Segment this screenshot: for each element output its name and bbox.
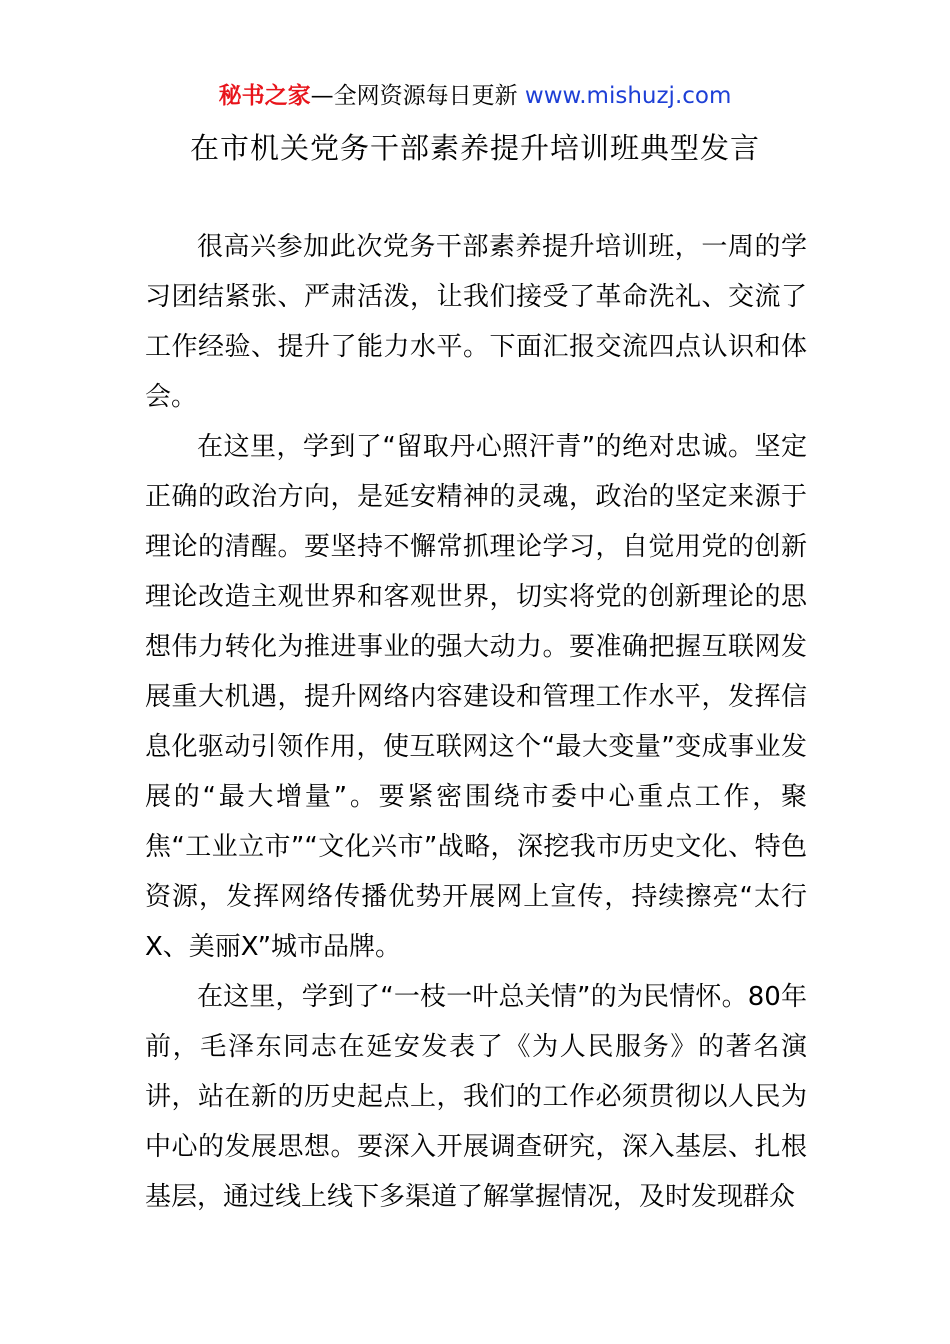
paragraph-intro: 很高兴参加此次党务干部素养提升培训班，一周的学习团结紧张、严肃活泼，让我们接受了革命洗礼、交流了工作经验、提升了能力水平。下面汇报交流四点认识和体会。: [145, 232, 807, 412]
site-header: [0, 80, 950, 112]
site-url-link[interactable]: www.mishuzj.com: [524, 83, 732, 109]
brand-name: 秘书之家: [218, 83, 311, 109]
paragraph-people: 在这里，学到了“一枝一叶总关情”的为民情怀。80年前，毛泽东同志在延安发表了《为人民服务》的著名演讲，站在新的历史起点上，我们的工作必须贯彻以人民为中心的发展思想。要深入开展调查研究，深入基层、扎根基层，通过线上线下多渠道了解掌握情况，及时发现群众: [145, 982, 807, 1212]
document-title: 在市机关党务干部素养提升培训班典型发言: [189, 131, 760, 165]
header-tagline: —全网资源每日更新: [310, 83, 525, 109]
document-body: [145, 222, 807, 1222]
paragraph-loyalty: 在这里，学到了“留取丹心照汗青”的绝对忠诚。坚定正确的政治方向，是延安精神的灵魂，政治的坚定来源于理论的清醒。要坚持不懈常抓理论学习，自觉用党的创新理论改造主观世界和客观世界，切实将党的创新理论的思想伟力转化为推进事业的强大动力。要准确把握互联网发展重大机遇，提升网络内容建设和管理工作水平，发挥信息化驱动引领作用，使互联网这个“最大变量”变成事业发展的“最大增量”。要紧密围绕市委中心重点工作，聚焦“工业立市”“文化兴市”战略，深挖我市历史文化、特色资源，发挥网络传播优势开展网上宣传，持续擦亮“太行X、美丽X”城市品牌。: [145, 432, 807, 962]
